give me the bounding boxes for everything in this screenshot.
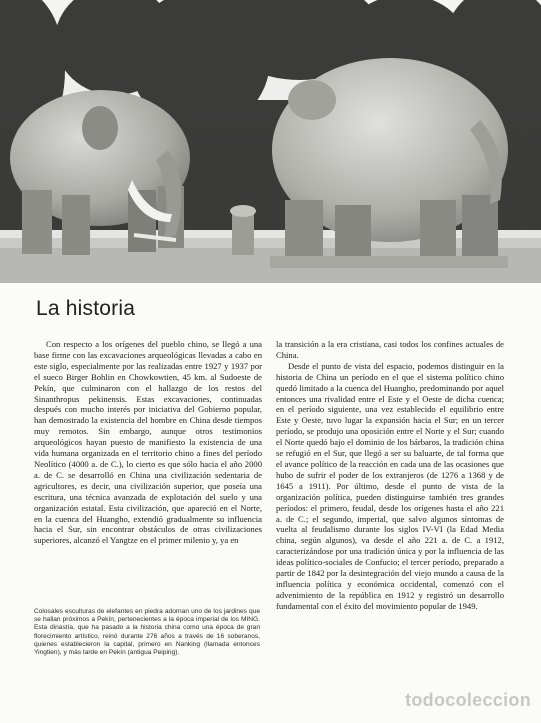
elephant-statues-photo [0, 0, 541, 283]
left-column-text: Con respecto a los orígenes del pueblo chino, se llegó a una base firme con las excavaciones arqueológicas llevadas a cabo en este siglo, especialmente por las realizadas entre 1927 y 1937 por el sueco Birger Bohlin en Chowkowtien, 45 km. al Sudoeste de Pekín, que culminaron con el hallazgo de los restos del Sinanthropus pekinensis. Estas excavaciones, continuadas después con mucho interés por iniciativa del Gobierno popular, han demostrado la existencia del hombre en China desde tiempos muy remotos. Sin embargo, aunque otros testimonios arqueológicos hayan puesto de manifiesto la existencia de una vida humana organizada en el territorio chino a fines del período Neolítico (4000 a. de C.), lo cierto es que sólo hacia el año 2000 a. de C. se desarrolló en China una civilización sedentaria de agricultores, es decir, una civilización superior, que poseía una escritura, una técnica avanzada de explotación del suelo y una organización estatal. Esta civilización, que apareció en el Norte, en la cuenca del Huangho, extendió gradualmente su influencia hacia el Sur, sin encontrar obstáculos de otras civilizaciones superiores, alcanzó el Yangtze en el primer milenio y, ya en [34, 339, 262, 546]
photo-caption: Colosales esculturas de elefantes en piedra adornan uno de los jardines que se hallan próximos a Pekín, pertenecientes a la época imperial de los MING. Esta dinastía, que ha pasado a la historia china como una época de gran florecimiento artístico, reinó durante 276 años a través de 16 soberanos, quienes establecieron la capital, primero en Nanking (llamada entonces Yingtien), y más tarde en Pekín (antigua Peiping). [34, 608, 260, 657]
article-left-column [34, 339, 262, 546]
article-right-column [276, 339, 504, 612]
right-column-paragraph-2: Desde el punto de vista del espacio, podemos distinguir en la historia de China un período en el que el sistema político chino quedó limitado a la cuenca del Huangho, predominando por aquel entonces una rivalidad entre el Este y el Oeste de dicha cuenca; en el período siguiente, una vez establecido el equilibrio entre Este y Oeste, tuvo lugar la expansión hacia el Sur; en un tercer período, se produjo una oposición entre el Norte y el Sur; cuando el Norte quedó bajo el dominio de los bárbaros, la tradición china se refugió en el Sur, que llegó a ser su baluarte, de tal forma que el avance político de la reacción en cada una de las ocasiones que hubo de sufrir el poder de los extranjeros (de 1276 a 1368 y de 1645 a 1911). Por último, desde el punto de vista de la organización política, pueden distinguirse también tres grandes períodos: el primero, feudal, desde los orígenes hasta el año 221 a. de C.; el segundo, imperial, que salvo algunos síntomas de vuelta al feudalismo durante los siglos IV-VI (la Edad Media china, según algunos), va desde el año 221 a. de C. a 1912, caracterizándose por una tradición única y por la influencia de las ideas político-sociales de Confucio; el tercer período, preparado a partir de 1842 por la desintegración del viejo mundo a causa de la influencia política y económica occidental, comenzó con el advenimiento de la república en 1912 y registró un desarrollo fundamental con el éxito del movimiento popular de 1949. [276, 360, 504, 611]
right-column-paragraph-1: la transición a la era cristiana, casi todos los confines actuales de China. [276, 339, 504, 360]
photo-illustration [0, 0, 541, 283]
section-heading: La historia [36, 297, 136, 320]
site-watermark: todocoleccion [405, 690, 531, 710]
